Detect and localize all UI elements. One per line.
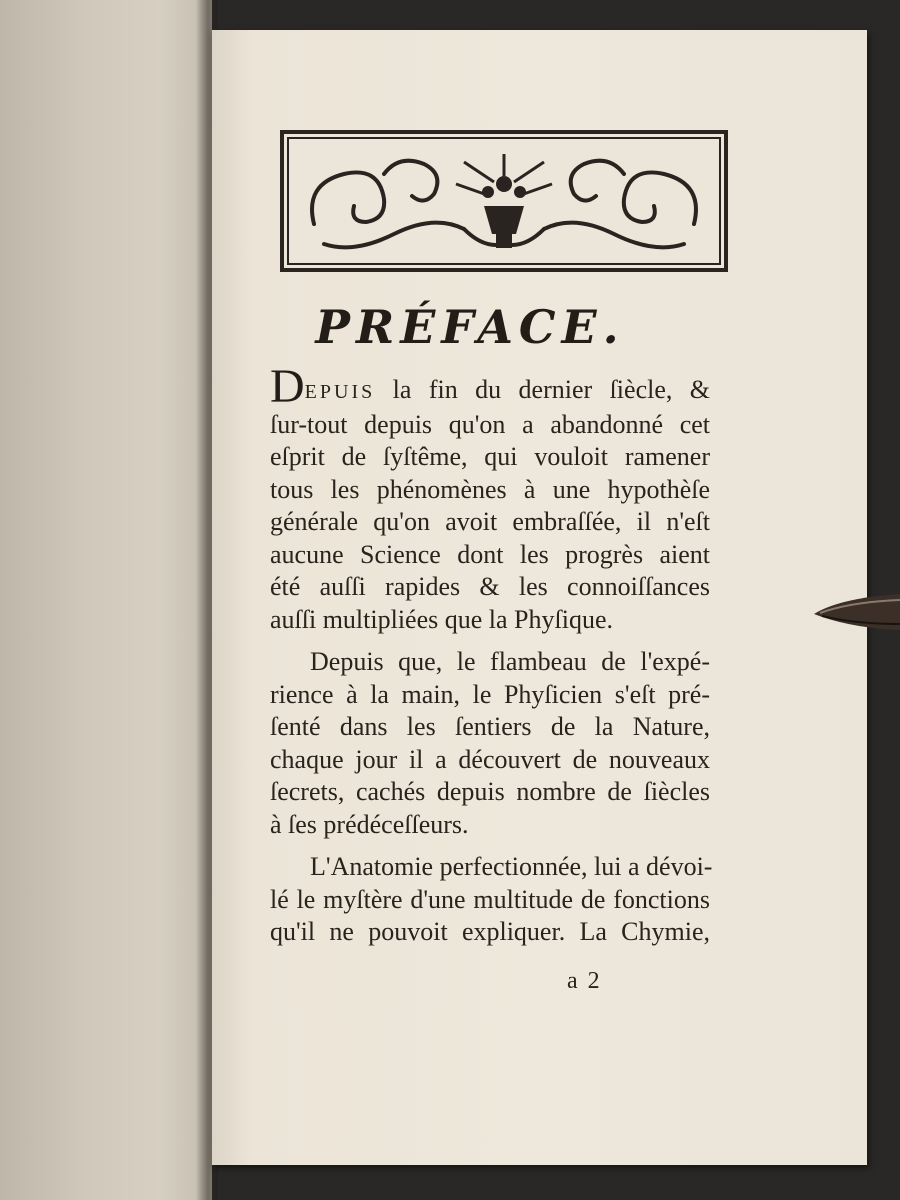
text-line: Depuis que, le flambeau de l'expé-	[310, 647, 710, 676]
left-page	[0, 0, 212, 1200]
text-line: ſenté dans les ſentiers de la Nature,	[270, 712, 710, 741]
text-line: ſecrets, cachés depuis nombre de ſiècles	[270, 777, 710, 806]
text-line: lé le myſtère d'une multitude de fonctions	[270, 884, 710, 914]
text-line: aucune Science dont les progrès aient	[270, 539, 710, 569]
text-line: la fin du dernier ſiècle, &	[392, 375, 711, 404]
text-line: rience à la main, le Phyſicien s'eſt pré-	[270, 679, 710, 709]
text-line: générale qu'on avoit embraſſée, il n'eſt	[270, 507, 710, 536]
preface-body	[270, 360, 713, 949]
text-line: L'Anatomie perfectionnée, lui a dévoi-	[310, 852, 713, 881]
text-line: chaque jour il a découvert de nouveaux	[270, 744, 710, 774]
text-line: eſprit de ſyſtême, qui vouloit ramener	[270, 442, 710, 471]
first-line	[270, 360, 711, 413]
page-title: PRÉFACE.	[315, 300, 625, 354]
text-line: tous les phénomènes à une hypothèſe	[270, 474, 710, 504]
text-line: qu'il ne pouvoit expliquer. La Chymie,	[270, 917, 710, 946]
drop-cap: D	[270, 360, 305, 413]
text-line: ſur-tout depuis qu'on a abandonné cet	[270, 409, 710, 439]
first-word-rest: EPUIS	[304, 381, 376, 403]
text-line: auſſi multipliées que la Phyſique.	[270, 604, 614, 634]
text-line: été auſſi rapides & les connoiſſances	[270, 572, 710, 601]
signature-mark: a 2	[567, 968, 602, 994]
ornament-headpiece	[280, 130, 728, 272]
text-line: à ſes prédéceſſeurs.	[270, 809, 469, 839]
ornament-scroll-icon	[284, 134, 724, 268]
bookmark-icon	[810, 592, 900, 632]
